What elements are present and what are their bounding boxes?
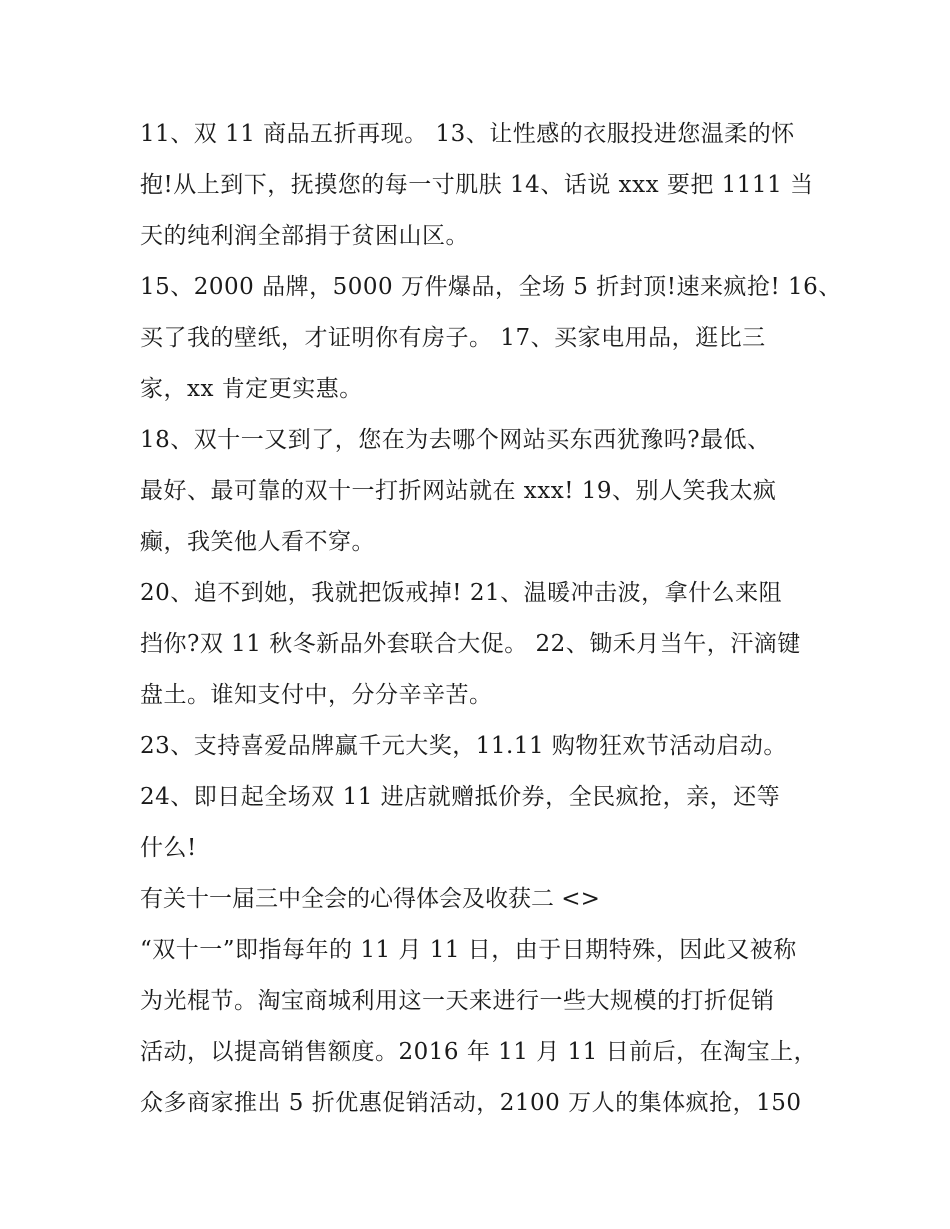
text-line: 15、2000 品牌，5000 万件爆品，全场 5 折封顶!速来疯抢! 16、 <box>140 274 842 300</box>
paragraph-slogans-20-22 <box>140 568 820 721</box>
paragraph-body <box>140 925 820 1129</box>
text-line: 天的纯利润全部捐于贫困山区。 <box>140 223 469 249</box>
text-line: 盘土。谁知支付中，分分辛辛苦。 <box>140 682 493 708</box>
text-line: 24、即日起全场双 11 进店就赠抵价券，全民疯抢，亲，还等 <box>140 784 781 810</box>
paragraph-slogans-18-19 <box>140 415 820 568</box>
text-line: 20、追不到她，我就把饭戒掉! 21、温暖冲击波，拿什么来阻 <box>140 580 783 606</box>
text-line: 什么! <box>140 835 197 861</box>
section-heading: 有关十一届三中全会的心得体会及收获二 <> <box>140 886 600 912</box>
text-line: 挡你?双 11 秋冬新品外套联合大促。 22、锄禾月当午，汗滴键 <box>140 631 801 657</box>
text-line: 为光棍节。淘宝商城利用这一天来进行一些大规模的打折促销 <box>140 988 775 1014</box>
paragraph-slogan-23 <box>140 721 820 772</box>
text-line: 癫，我笑他人看不穿。 <box>140 529 375 555</box>
text-line: 23、支持喜爱品牌赢千元大奖，11.11 购物狂欢节活动启动。 <box>140 733 787 759</box>
document-content <box>140 109 842 1129</box>
text-line: 众多商家推出 5 折优惠促销活动，2100 万人的集体疯抢，150 <box>140 1090 802 1116</box>
paragraph-slogan-24 <box>140 772 820 874</box>
text-line: 活动，以提高销售额度。2016 年 11 月 11 日前后，在淘宝上， <box>140 1039 818 1065</box>
text-line: 最好、最可靠的双十一打折网站就在 xxx! 19、别人笑我太疯 <box>140 478 777 504</box>
text-line: 11、双 11 商品五折再现。 13、让性感的衣服投进您温柔的怀 <box>140 121 795 147</box>
text-line: “双十一”即指每年的 11 月 11 日，由于日期特殊，因此又被称 <box>140 937 797 963</box>
text-line: 买了我的壁纸，才证明你有房子。 17、买家电用品，逛比三 <box>140 325 766 351</box>
text-line: 18、双十一又到了，您在为去哪个网站买东西犹豫吗?最低、 <box>140 427 771 453</box>
paragraph-slogans-15-17 <box>140 262 842 415</box>
text-line: 抱!从上到下，抚摸您的每一寸肌肤 14、话说 xxx 要把 1111 当 <box>140 172 814 198</box>
paragraph-slogans-11-14 <box>140 109 820 262</box>
text-line: 家，xx 肯定更实惠。 <box>140 376 363 402</box>
